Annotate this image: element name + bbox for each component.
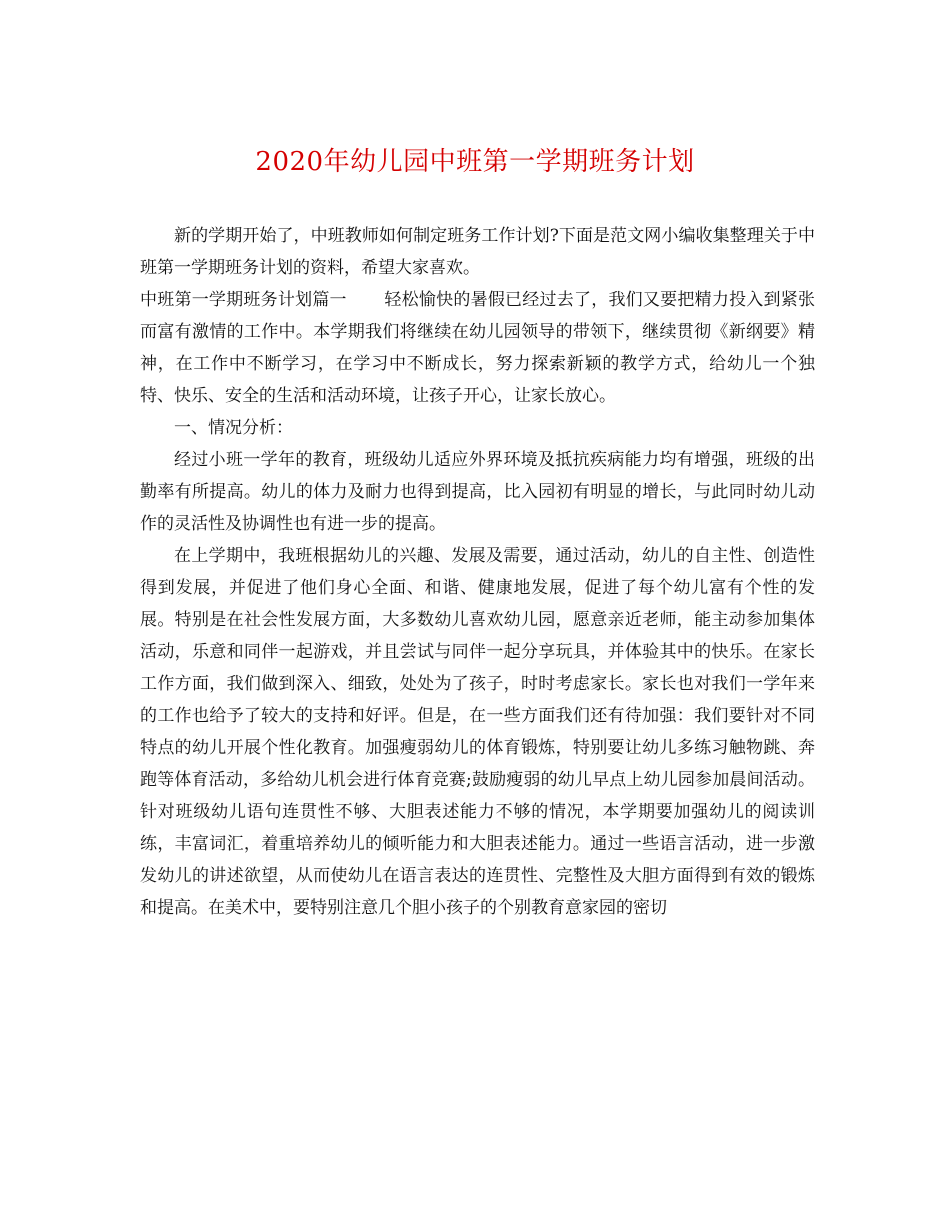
heading-situation-analysis: 一、情况分析： [174,418,293,438]
paragraph-2: 在上学期中，我班根据幼儿的兴趣、发展及需要，通过活动，幼儿的自主性、创造性得到发展，并促进了他们身心全面、和谐、健康地发展，促进了每个幼儿富有个性的发展。特别是在社会性发展方面，大多数幼儿喜欢幼儿园，愿意亲近老师，能主动参加集体活动，乐意和同伴一起游戏，并且尝试与同伴一起分享玩具，并体验其中的快乐。在家长工作方面，我们做到深入、细致，处处为了孩子，时时考虑家长。家长也对我们一学年来的工作也给予了较大的支持和好评。但是，在一些方面我们还有待加强：我们要针对不同特点的幼儿开展个性化教育。加强瘦弱幼儿的体育锻炼，特别要让幼儿多练习触物跳、奔跑等体育活动，多给幼儿机会进行体育竞赛;鼓励瘦弱的幼儿早点上幼儿园参加晨间活动。针对班级幼儿语句连贯性不够、大胆表述能力不够的情况，本学期要加强幼儿的阅读训练，丰富词汇，着重培养幼儿的倾听能力和大胆表述能力。通过一些语言活动，进一步激发幼儿的讲述欲望，从而使幼儿在语言表达的连贯性、完整性及大胆方面得到有效的锻炼和提高。在美术中，要特别注意几个胆小孩子的个别教育意家园的密切 [140,546,815,918]
section-paragraph [140,284,815,412]
document-body [140,220,815,924]
page-title: 2020年幼儿园中班第一学期班务计划 [255,147,695,177]
section-label: 中班第一学期班务计划篇一 [140,290,347,310]
intro-paragraph: 新的学期开始了，中班教师如何制定班务工作计划?下面是范文网小编收集整理关于中班第一学期班务计划的资料，希望大家喜欢。 [140,226,815,278]
paragraph-1: 经过小班一学年的教育，班级幼儿适应外界环境及抵抗疾病能力均有增强，班级的出勤率有所提高。幼儿的体力及耐力也得到提高，比入园初有明显的增长，与此同时幼儿动作的灵活性及协调性也有进一步的提高。 [140,450,815,534]
section-text: 轻松愉快的暑假已经过去了，我们又要把精力投入到紧张而富有激情的工作中。本学期我们将继续在幼儿园领导的带领下，继续贯彻《新纲要》精神，在工作中不断学习，在学习中不断成长，努力探索新颖的教学方式，给幼儿一个独特、快乐、安全的生活和活动环境，让孩子开心，让家长放心。 [140,290,816,406]
